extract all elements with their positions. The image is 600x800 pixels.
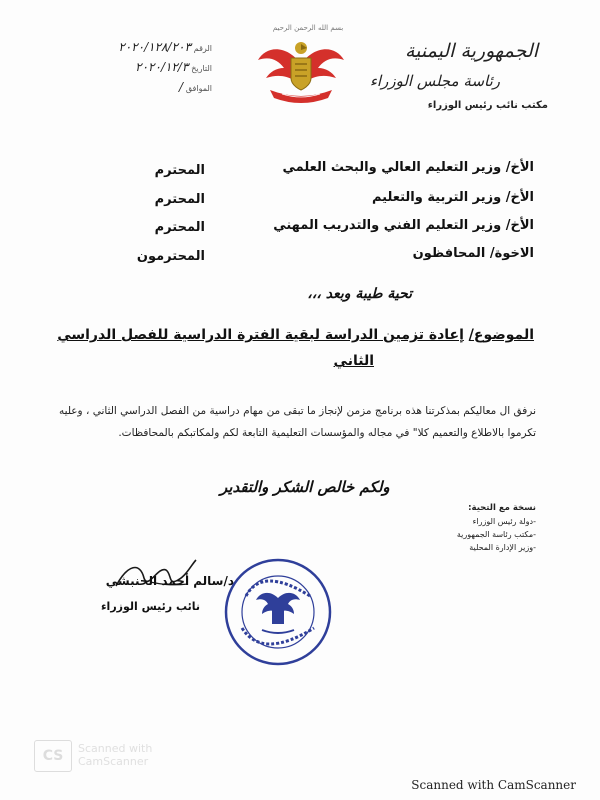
subject-text-line2: الثاني — [333, 353, 374, 369]
copies-heading: نسخة مع التحية: — [468, 503, 536, 513]
copies-item: -دولة رئيس الوزراء — [472, 517, 536, 526]
closing-thanks: ولكم خالص الشكر والتقدير — [220, 478, 390, 496]
date-value: ٢٠٢٠/١٢/٣ — [135, 60, 189, 74]
ref-label: الرقم — [193, 44, 212, 53]
subject — [54, 322, 534, 374]
date-label: التاريخ — [191, 64, 212, 73]
org-name-council: رئاسة مجلس الوزراء — [369, 72, 500, 90]
honorific-1: المحترم — [154, 163, 205, 178]
corresponding-label: الموافق — [185, 84, 212, 93]
eagle-emblem-icon — [256, 34, 346, 106]
addressee-3: الأخ/ وزير التعليم الفني والتدريب المهني — [273, 218, 534, 233]
signatory-name: د/سالم أحمد الخنبشي — [105, 574, 234, 588]
honorific-4: المحترمون — [136, 249, 205, 264]
subject-text-line1: إعادة تزمين الدراسة لبقية الفترة الدراسية للفصل الدراسي — [57, 327, 464, 343]
date-row — [52, 60, 212, 74]
honorific-3: المحترم — [154, 220, 205, 235]
copies-list — [396, 502, 536, 554]
scanner-footer: Scanned with CamScanner — [411, 778, 576, 792]
honorific-2: المحترم — [154, 192, 205, 207]
signatory-title: نائب رئيس الوزراء — [100, 600, 200, 613]
official-stamp-icon — [222, 556, 334, 668]
org-name-republic: الجمهورية اليمنية — [404, 40, 538, 62]
copies-item: -وزير الإدارة المحلية — [469, 543, 536, 552]
org-name-office: مكتب نائب رئيس الوزراء — [427, 100, 548, 111]
ref-number-row — [52, 40, 212, 54]
copies-item: -مكتب رئاسة الجمهورية — [456, 530, 536, 539]
corresponding-row: الموافق / — [178, 80, 212, 94]
addressee-1: الأخ/ وزير التعليم العالي والبحث العلمي — [282, 160, 534, 175]
addressee-2: الأخ/ وزير التربية والتعليم — [371, 190, 534, 205]
camscanner-watermark: Scanned with CamScanner — [78, 742, 153, 768]
ref-value: ٢٠٢٠/١٢٨/٢٠٣ — [118, 40, 191, 54]
addressee-4: الاخوة/ المحافظون — [412, 246, 534, 261]
body-paragraph: نرفق ال معاليكم بمذكرتنا هذه برنامج مزمن لإنجاز ما تبقى من مهام دراسية من الفصل الدراسي الثاني ، وعليه تكرموا بالاطلاع والتعميم كلا" في مجاله والمؤسسات التعليمية التابعة لكم ولمكاتبكم بالمحافظات. — [59, 405, 536, 439]
emblem-caption: بسم الله الرحمن الرحيم — [272, 24, 344, 32]
camscanner-logo-icon: CS — [34, 740, 72, 772]
subject-label: الموضوع/ — [468, 327, 534, 343]
greeting: تحية طيبة وبعد ،،، — [307, 286, 412, 302]
